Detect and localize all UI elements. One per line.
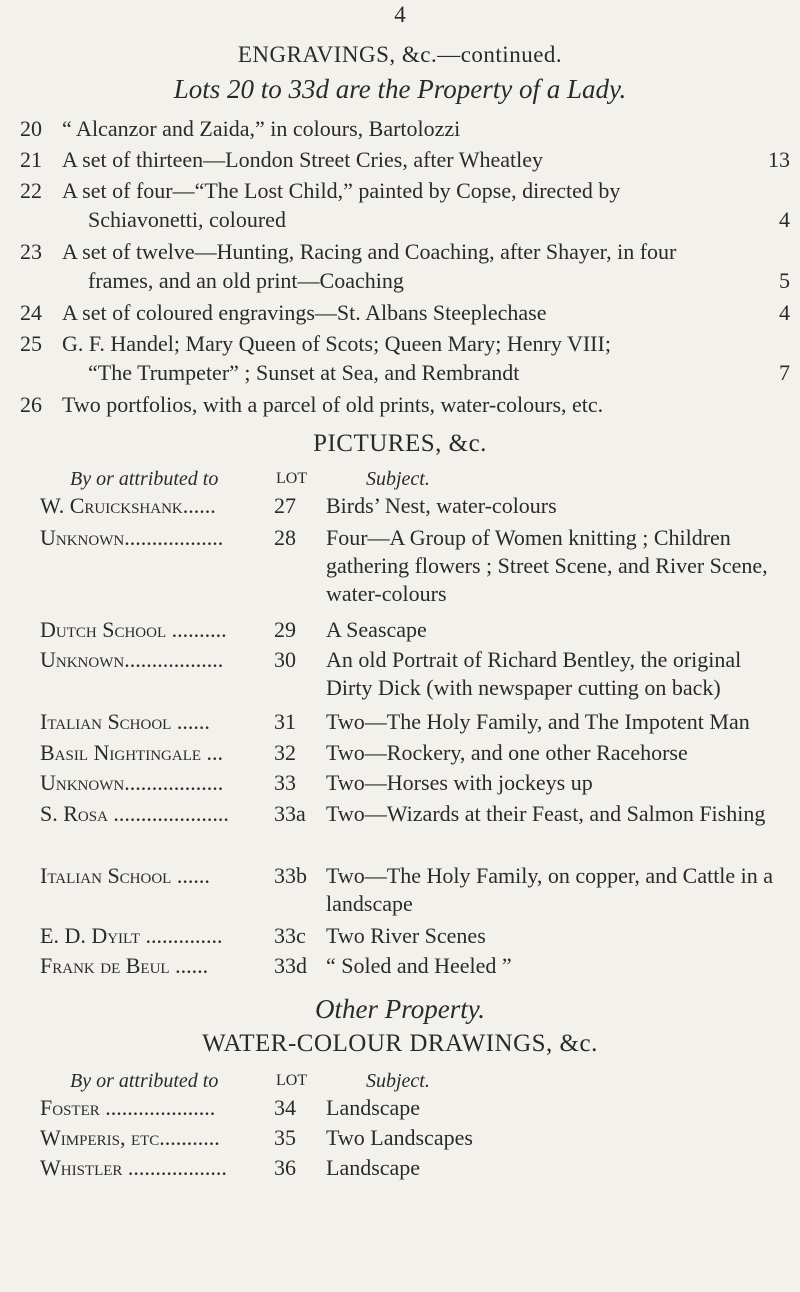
subject: An old Portrait of Richard Bentley, the original Dirty Dick (with newspaper cutting on back) bbox=[326, 647, 742, 700]
artist: E. D. Dyilt .............. bbox=[40, 923, 223, 948]
artist: Dutch School .......... bbox=[40, 617, 227, 642]
lot-line-1: A set of twelve—Hunting, Racing and Coaching, after Shayer, in four bbox=[62, 239, 677, 264]
page-number: 4 bbox=[394, 2, 406, 27]
lot-quantity: 4 bbox=[779, 207, 790, 232]
artist: Unknown.................. bbox=[40, 525, 224, 550]
subject: Landscape bbox=[326, 1095, 421, 1120]
lot-number: 24 bbox=[20, 300, 42, 325]
lot-line-1: G. F. Handel; Mary Queen of Scots; Queen Mary; Henry VIII; bbox=[62, 331, 611, 356]
pictures-col-lot: LOT bbox=[276, 470, 308, 487]
lot-number: 34 bbox=[274, 1095, 296, 1120]
lot-number: 22 bbox=[20, 178, 42, 203]
lot-25 bbox=[20, 329, 790, 389]
pictures-heading: PICTURES, &c. bbox=[313, 430, 487, 457]
lot-number: 23 bbox=[20, 239, 42, 264]
lot-number: 33 bbox=[274, 770, 296, 795]
lot-quantity: 7 bbox=[779, 360, 790, 385]
lot-quantity: 13 bbox=[768, 147, 790, 172]
engravings-heading: ENGRAVINGS, &c.—continued. bbox=[237, 42, 563, 67]
other-col-subject: Subject. bbox=[366, 1070, 430, 1092]
lot-number: 35 bbox=[274, 1125, 296, 1150]
lot-line-2: Schiavonetti, coloured bbox=[88, 207, 286, 232]
lot-22 bbox=[20, 176, 790, 236]
subject: Four—A Group of Women knitting ; Children gathering flowers ; Street Scene, and River Scene, water-colours bbox=[326, 525, 768, 606]
artist: Unknown.................. bbox=[40, 770, 224, 795]
lot-number: 33a bbox=[274, 801, 306, 826]
subject: Two River Scenes bbox=[326, 923, 486, 948]
lot-line-2: “The Trumpeter” ; Sunset at Sea, and Rembrandt bbox=[88, 360, 520, 385]
lot-number: 20 bbox=[20, 116, 42, 141]
subject: Two—The Holy Family, and The Impotent Man bbox=[326, 709, 750, 734]
lot-number: 33d bbox=[274, 953, 307, 978]
subject: Two Landscapes bbox=[326, 1125, 473, 1150]
other-property-subheading: Other Property. bbox=[315, 994, 485, 1024]
subject: “ Soled and Heeled ” bbox=[326, 953, 512, 978]
artist: Unknown.................. bbox=[40, 647, 224, 672]
lot-description bbox=[62, 329, 790, 387]
lot-description: A set of thirteen—London Street Cries, after Wheatley bbox=[62, 147, 544, 172]
lot-quantity: 4 bbox=[779, 300, 790, 325]
lot-number: 31 bbox=[274, 709, 296, 734]
artist: W. Cruickshank...... bbox=[40, 493, 216, 518]
subject: Two—The Holy Family, on copper, and Cattle in a landscape bbox=[326, 863, 774, 916]
lot-number: 29 bbox=[274, 617, 296, 642]
lot-description: “ Alcanzor and Zaida,” in colours, Bartolozzi bbox=[62, 116, 461, 141]
lot-description: A set of coloured engravings—St. Albans Steeplechase bbox=[62, 300, 547, 325]
watercolour-heading: WATER-COLOUR DRAWINGS, &c. bbox=[202, 1030, 598, 1057]
artist: Basil Nightingale ... bbox=[40, 740, 224, 765]
artist: Frank de Beul ...... bbox=[40, 953, 209, 978]
lot-number: 25 bbox=[20, 331, 42, 356]
artist: Whistler .................. bbox=[40, 1155, 227, 1180]
pictures-col-subject: Subject. bbox=[366, 468, 430, 490]
subject: Landscape bbox=[326, 1155, 421, 1180]
lot-number: 33b bbox=[274, 863, 307, 888]
subject: A Seascape bbox=[326, 617, 427, 642]
lot-quantity: 5 bbox=[779, 268, 790, 293]
lot-number: 27 bbox=[274, 493, 296, 518]
lot-number: 26 bbox=[20, 392, 42, 417]
lot-line-1: A set of four—“The Lost Child,” painted by Copse, directed by bbox=[62, 178, 621, 203]
lot-number: 36 bbox=[274, 1155, 296, 1180]
lot-number: 32 bbox=[274, 740, 296, 765]
artist: Italian School ...... bbox=[40, 709, 210, 734]
artist: S. Rosa ..................... bbox=[40, 801, 229, 826]
engravings-subheading: Lots 20 to 33d are the Property of a Lady. bbox=[173, 74, 627, 104]
lot-line-2: frames, and an old print—Coaching bbox=[88, 268, 404, 293]
other-col-lot: LOT bbox=[276, 1072, 308, 1089]
subject: Two—Horses with jockeys up bbox=[326, 770, 593, 795]
subject: Two—Rockery, and one other Racehorse bbox=[326, 740, 688, 765]
artist: Italian School ...... bbox=[40, 863, 210, 888]
subject: Birds’ Nest, water-colours bbox=[326, 493, 557, 518]
artist: Foster .................... bbox=[40, 1095, 216, 1120]
subject: Two—Wizards at their Feast, and Salmon Fishing bbox=[326, 801, 766, 826]
lot-number: 21 bbox=[20, 147, 42, 172]
lot-number: 28 bbox=[274, 525, 296, 550]
lot-number: 30 bbox=[274, 647, 296, 672]
lot-description bbox=[62, 237, 790, 295]
other-col-artist: By or attributed to bbox=[70, 1070, 219, 1092]
lot-description: Two portfolios, with a parcel of old prints, water-colours, etc. bbox=[62, 392, 604, 417]
lot-description bbox=[62, 176, 790, 234]
pictures-col-artist: By or attributed to bbox=[70, 468, 219, 490]
artist: Wimperis, etc........... bbox=[40, 1125, 220, 1150]
lot-number: 33c bbox=[274, 923, 306, 948]
lot-23 bbox=[20, 237, 790, 297]
